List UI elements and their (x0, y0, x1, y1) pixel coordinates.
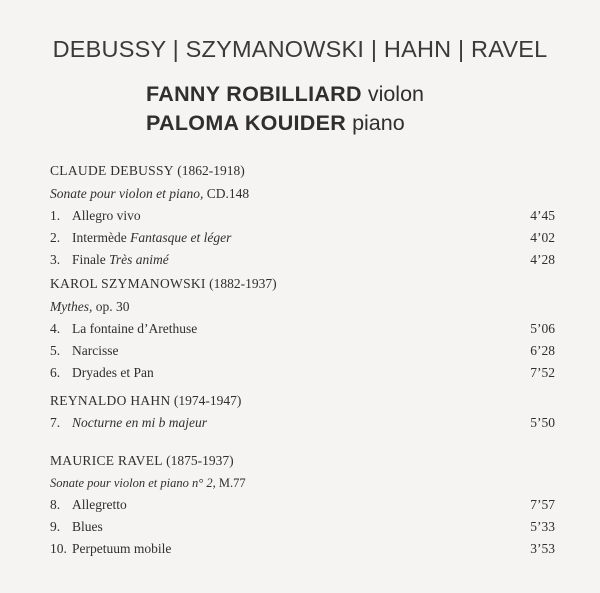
track-number: 7. (50, 415, 61, 430)
work-title (50, 186, 555, 202)
track-title (72, 519, 103, 535)
track-number: 2. (50, 230, 61, 245)
section-szymanowski (50, 276, 555, 381)
performer-name: PALOMA KOUIDER (146, 111, 347, 135)
work-title (50, 299, 555, 315)
track-number: 1. (50, 208, 61, 223)
work-name: Sonate pour violon et piano, (50, 186, 204, 201)
track-title (72, 208, 141, 224)
track-row (50, 321, 555, 337)
work-catalog: CD.148 (203, 186, 250, 201)
track-title-text: Finale (72, 252, 110, 267)
track-title-text: Blues (72, 519, 103, 534)
track-duration: 4’02 (530, 230, 555, 245)
track-number: 6. (50, 365, 61, 380)
composer-dates: (1875-1937) (166, 453, 234, 468)
performer-instrument: violon (367, 82, 424, 106)
composer-name: CLAUDE DEBUSSY (50, 163, 174, 178)
track-title-text: Perpetuum mobile (72, 541, 172, 556)
track-title-text: Narcisse (72, 343, 119, 358)
work-catalog: M.77 (215, 476, 246, 490)
track-row (50, 252, 555, 268)
composer-dates: (1862-1918) (177, 163, 245, 178)
section-ravel (50, 453, 555, 557)
composer-line (50, 163, 555, 179)
performer-name: FANNY ROBILLIARD (146, 82, 362, 106)
section-debussy (50, 163, 555, 268)
performer-piano (146, 111, 405, 136)
track-title-italic: Très animé (109, 252, 169, 267)
performer-violin (146, 82, 424, 107)
track-row (50, 343, 555, 359)
track-duration: 4’28 (530, 252, 555, 267)
track-title-text: Dryades et Pan (72, 365, 154, 380)
composer-line (50, 276, 555, 292)
track-title (72, 415, 207, 431)
work-catalog: op. 30 (92, 299, 130, 314)
track-title (72, 365, 154, 381)
track-title (72, 497, 127, 513)
track-number: 5. (50, 343, 61, 358)
composers-heading: DEBUSSY | SZYMANOWSKI | HAHN | RAVEL (52, 36, 548, 62)
track-title-text: Intermède (72, 230, 131, 245)
track-row (50, 230, 555, 246)
composer-dates: (1974-1947) (173, 393, 242, 408)
track-title-text: Allegro vivo (72, 208, 141, 223)
track-duration: 5’33 (530, 519, 555, 534)
track-duration: 7’57 (530, 497, 555, 512)
track-title (72, 230, 231, 246)
track-duration: 4’45 (530, 208, 555, 223)
track-number: 10. (50, 541, 67, 556)
performer-instrument: piano (352, 111, 405, 135)
track-duration: 7’52 (530, 365, 555, 380)
work-title (50, 476, 555, 491)
track-number: 9. (50, 519, 61, 534)
track-row (50, 541, 555, 557)
composer-name: KAROL SZYMANOWSKI (50, 276, 206, 291)
composer-dates: (1882-1937) (209, 276, 277, 291)
track-row (50, 415, 555, 431)
section-hahn (50, 393, 555, 431)
composer-name: REYNALDO HAHN (50, 393, 171, 408)
track-row (50, 365, 555, 381)
track-number: 3. (50, 252, 61, 267)
track-row (50, 519, 555, 535)
track-number: 4. (50, 321, 61, 336)
work-name: Sonate pour violon et piano n° 2, (50, 476, 216, 490)
track-title-text: Allegretto (72, 497, 127, 512)
track-number: 8. (50, 497, 61, 512)
track-title-italic: Fantasque et léger (130, 230, 232, 245)
work-name: Mythes, (50, 299, 93, 314)
composer-name: MAURICE RAVEL (50, 453, 163, 468)
track-duration: 5’50 (530, 415, 555, 430)
track-duration: 3’53 (530, 541, 555, 556)
track-title-italic: Nocturne en mi b majeur (72, 415, 207, 430)
track-title (72, 343, 118, 359)
track-row (50, 497, 555, 513)
track-title-text: La fontaine d’Arethuse (72, 321, 198, 336)
track-title (72, 252, 169, 268)
composer-line (50, 453, 555, 469)
track-title (72, 541, 171, 557)
track-duration: 5’06 (530, 321, 555, 336)
track-duration: 6’28 (530, 343, 555, 358)
composer-line (50, 393, 555, 409)
track-title (72, 321, 197, 337)
track-row (50, 208, 555, 224)
